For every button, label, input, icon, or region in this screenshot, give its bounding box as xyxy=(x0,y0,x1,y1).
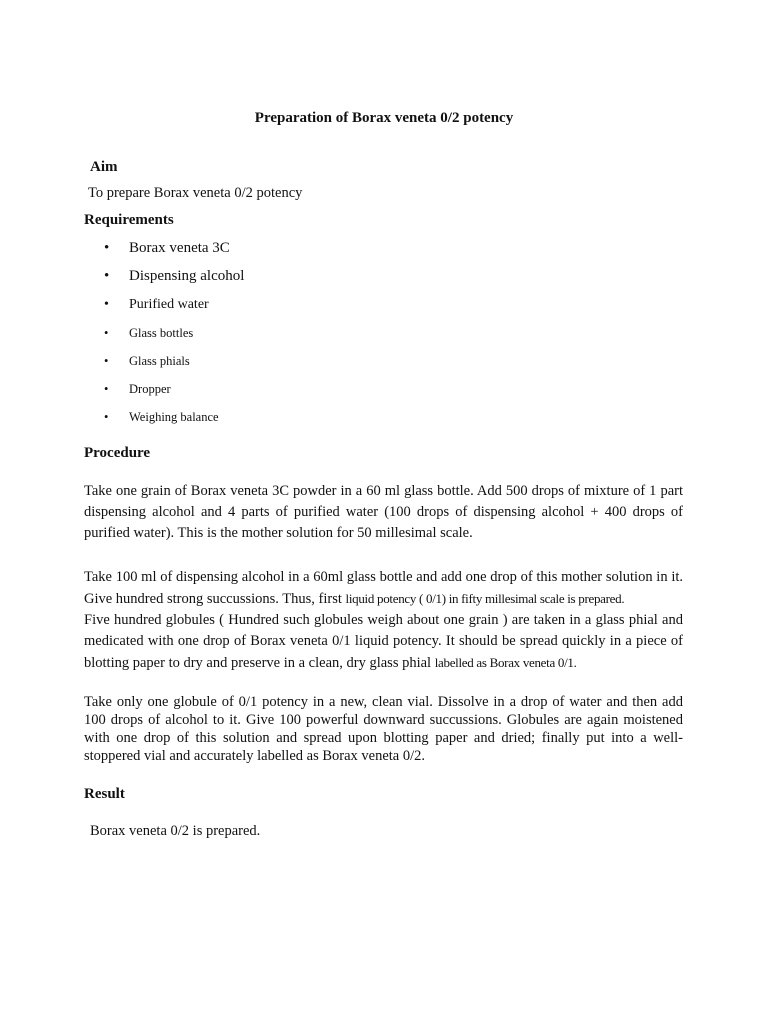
paragraph-text-condensed: labelled as Borax veneta 0/1. xyxy=(434,655,577,670)
bullet-icon: • xyxy=(104,268,110,284)
bullet-icon: • xyxy=(104,240,110,256)
procedure-paragraph-4: Take only one globule of 0/1 potency in a new, clean vial. Dissolve in a drop of water and then add 100 drops of alcohol to it. Give 100 powerful downward succussions. Globules are again moistened with one drop of this solution and spread upon blotting paper and dried; finally put into a well-stoppered vial and accurately labelled as Borax veneta 0/2. xyxy=(84,694,683,764)
requirement-label: Glass bottles xyxy=(129,326,194,340)
procedure-paragraph-2 xyxy=(84,567,683,610)
procedure-paragraph-3 xyxy=(84,610,683,674)
document-title: Preparation of Borax veneta 0/2 potency xyxy=(254,110,514,126)
procedure-heading: Procedure xyxy=(84,445,151,461)
aim-text: To prepare Borax veneta 0/2 potency xyxy=(88,185,303,201)
paragraph-text-condensed: liquid potency ( 0/1) in fifty millesimal scale is prepared. xyxy=(345,591,625,606)
procedure-paragraph-1: Take one grain of Borax veneta 3C powder in a 60 ml glass bottle. Add 500 drops of mixture of 1 part dispensing alcohol and 4 parts of purified water (100 drops of dispensing alcohol + 400 drops of purified water). This is the mother solution for 50 millesimal scale. xyxy=(84,483,683,541)
requirement-label: Glass phials xyxy=(129,354,190,368)
requirement-label: Purified water xyxy=(129,297,209,312)
bullet-icon: • xyxy=(104,382,109,396)
requirement-label: Dropper xyxy=(129,382,171,396)
bullet-icon: • xyxy=(104,354,109,368)
bullet-icon: • xyxy=(104,410,109,424)
requirements-heading: Requirements xyxy=(84,212,174,228)
paragraph-text: Five hundred globules ( Hundred such globules weigh about one grain ) are taken in a glass phial and medicated with one drop of Borax veneta 0/1 liquid potency. It should be spread quickly in a piece of blotting paper to dry and preserve in a clean, dry glass phial xyxy=(84,612,683,671)
requirement-label: Weighing balance xyxy=(129,410,219,424)
bullet-icon: • xyxy=(104,297,109,312)
requirement-label: Dispensing alcohol xyxy=(129,268,245,284)
result-text: Borax veneta 0/2 is prepared. xyxy=(90,823,261,839)
bullet-icon: • xyxy=(104,326,109,340)
paragraph-text: Take 100 ml of dispensing alcohol in a 60ml glass bottle and add one drop of this mother solution in it. Give hundred strong succussions. Thus, first xyxy=(84,569,683,607)
result-heading: Result xyxy=(84,786,125,802)
aim-heading: Aim xyxy=(90,159,118,175)
requirement-label: Borax veneta 3C xyxy=(129,240,230,256)
